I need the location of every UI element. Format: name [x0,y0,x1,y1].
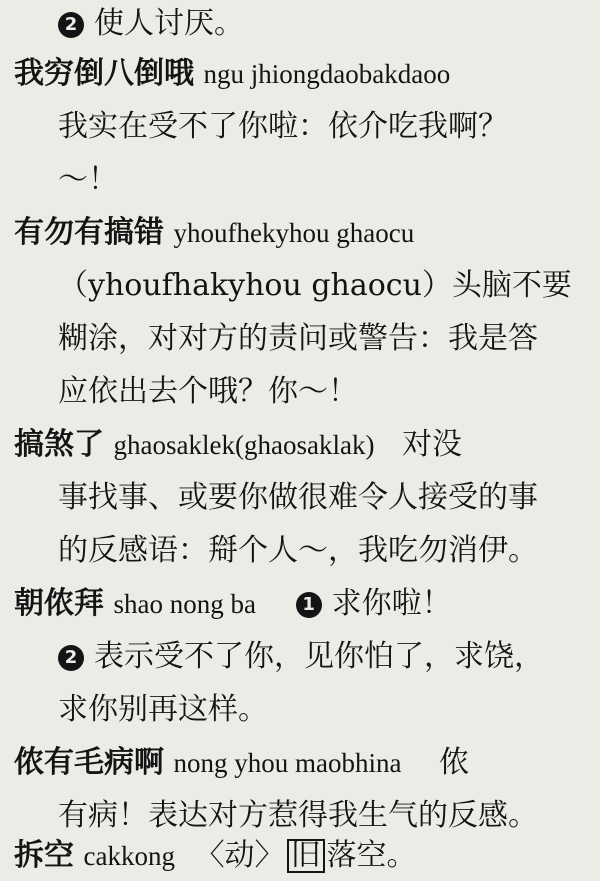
sense-text: 表示受不了你，见你怕了，求饶， [94,639,544,674]
definition-line: 有病！表达对方惹得我生气的反感。 [58,798,538,833]
headword: 拆空 [14,838,74,873]
sense-number-badge: 2 [58,645,84,671]
sense-text: 求你啦！ [331,586,452,621]
definition-start: 侬 [439,745,470,780]
definition-line: ～！ [58,162,118,197]
definition-text: 落空。 [326,838,417,873]
romanization: yhoufhekyhou ghaocu [173,218,415,248]
sense-number-badge: 2 [58,12,84,38]
headword: 朝侬拜 [14,586,104,621]
definition-line: 事找事、或要你做很难令人接受的事 [58,480,538,515]
entry-header [14,54,600,94]
definition-start: 对没 [402,427,462,462]
entry-header [14,425,600,465]
definition-line: 糊涂，对对方的责问或警告：我是答 [58,321,538,356]
headword: 侬有毛病啊 [14,745,164,780]
definition-line: 的反感语：搿个人～，我吃勿消伊。 [58,533,538,568]
headword: 我穷倒八倒哦 [14,56,194,91]
romanization: shao nong ba [113,589,257,619]
definition-line: 我实在受不了你啦：依介吃我啊？ [58,109,508,144]
sense-text: 使人讨厌。 [94,6,244,41]
romanization: nong yhou maobhina [173,748,402,778]
sense-line [58,4,600,44]
sense-line [58,637,600,677]
register-label: 旧 [287,839,325,873]
sense-number-badge: 1 [296,592,322,618]
entry-header [14,836,600,876]
definition-line: （yhoufhakyhou ghaocu）头脑不要 [58,268,572,303]
romanization: ngu jhiongdaobakdaoo [203,59,451,89]
definition-line: 应依出去个哦？你～！ [58,374,358,409]
headword: 搞煞了 [14,427,104,462]
definition-line: 求你别再这样。 [58,692,268,727]
headword: 有勿有搞错 [14,215,164,250]
romanization: ghaosaklek(ghaosaklak) [113,430,375,460]
part-of-speech: 〈动〉 [194,838,285,873]
entry-header [14,743,600,783]
romanization: cakkong [83,841,176,871]
entry-header [14,584,600,624]
entry-header [14,213,600,253]
